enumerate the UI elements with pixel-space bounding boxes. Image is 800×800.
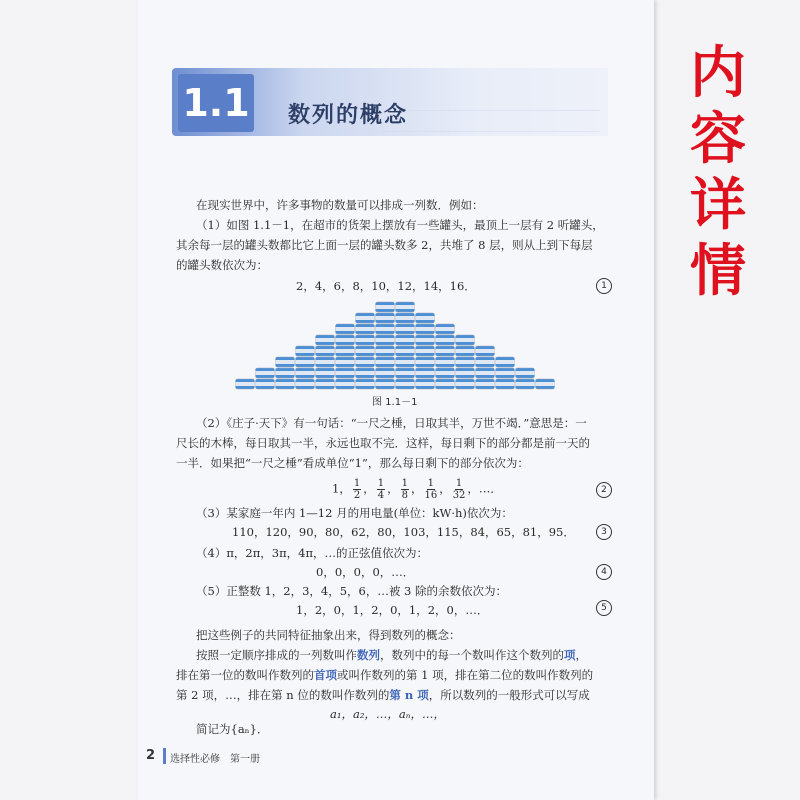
fraction-3	[401, 478, 409, 501]
frac-den: 2	[353, 490, 361, 501]
can	[356, 335, 375, 345]
can	[476, 379, 495, 389]
frac-num: 1	[377, 478, 385, 489]
can	[456, 357, 475, 367]
can	[476, 368, 495, 378]
keyword-nth-term: 第 n 项	[389, 688, 429, 702]
figure-caption: 图 1.1－1	[372, 397, 418, 408]
can	[416, 346, 435, 356]
can	[356, 357, 375, 367]
frac-num: 1	[353, 478, 361, 489]
can	[396, 324, 415, 334]
can	[396, 379, 415, 389]
page-number: 2	[146, 748, 156, 763]
example5-sequence: 1，2，0，1，2，0，1，2，0，…．	[296, 603, 489, 617]
example1-line1: （1）如图 1.1－1，在超市的货架上摆放有一些罐头，最顶上一层有 2 听罐头，	[196, 218, 604, 232]
can	[336, 379, 355, 389]
can	[356, 346, 375, 356]
example1-line2: 其余每一层的罐头数都比它上面一层的罐头数多 2，共堆了 8 层，则从上到下每层	[176, 238, 593, 252]
can	[236, 379, 255, 389]
concept-text: 第 2 项，…，排在第 n 位的数叫作数列的	[176, 688, 390, 702]
can	[336, 357, 355, 367]
example2-first-term: 1，	[332, 481, 351, 496]
header-decoration	[380, 110, 600, 132]
example2-sequence: 1， $\frac{1}{2}$ ， $\frac{1}{4}$ ， $\frac{1}{8}$ ， $\frac{1}{16}$ ， $\frac{1}{32}$ ，…．	[332, 478, 502, 501]
example2-line3: 一半．如果把“一尺之棰”看成单位“1”，那么每日剩下的部分依次为：	[176, 456, 529, 470]
general-form: a₁，a₂，…，aₙ，…，	[330, 707, 445, 721]
can	[256, 368, 275, 378]
can	[296, 368, 315, 378]
book-name: 选择性必修 第一册	[170, 754, 260, 765]
can	[376, 335, 395, 345]
can	[456, 335, 475, 345]
example2-tail: …．	[478, 481, 502, 496]
concept-line1: 把这些例子的共同特征抽象出来，得到数列的概念：	[196, 628, 461, 642]
can	[316, 368, 335, 378]
example2-line2: 尺长的木棒，每日取其一半，永远也取不完．这样，每日剩下的部分都是前一天的	[176, 436, 590, 450]
concept-line2	[196, 646, 587, 664]
section-number: 1.1	[178, 74, 254, 132]
can	[436, 379, 455, 389]
equation-marker-4: 4	[596, 564, 612, 580]
concept-text: 按照一定顺序排成的一列数叫作	[196, 648, 357, 662]
can	[316, 346, 335, 356]
can	[356, 379, 375, 389]
can	[476, 346, 495, 356]
frac-den: 8	[401, 490, 408, 501]
can-pyramid-figure	[220, 300, 570, 392]
fraction-1	[353, 478, 361, 501]
footer-divider	[163, 748, 166, 764]
can	[496, 357, 515, 367]
equation-marker-5: 5	[596, 600, 612, 616]
can	[296, 357, 315, 367]
can	[376, 368, 395, 378]
can	[316, 357, 335, 367]
can	[336, 335, 355, 345]
can	[396, 357, 415, 367]
example1-sequence: 2，4，6，8，10，12，14，16．	[296, 279, 476, 293]
concept-text: ，所以数列的一般形式可以写成	[428, 688, 590, 702]
can	[416, 313, 435, 323]
example4-line1: （4）π，2π，3π，4π，…的正弦值依次为：	[196, 546, 428, 560]
can	[476, 357, 495, 367]
example2-line1: （2）《庄子·天下》有一句话：“一尺之棰，日取其半，万世不竭．”意思是：一	[196, 416, 587, 430]
can	[356, 368, 375, 378]
frac-num: 1	[455, 478, 463, 489]
fraction-5	[453, 478, 466, 501]
fraction-2	[377, 478, 385, 501]
can	[416, 335, 435, 345]
can	[316, 379, 335, 389]
can	[276, 379, 295, 389]
can	[416, 368, 435, 378]
can	[436, 335, 455, 345]
example3-sequence: 110，120，90，80，62，80，103，115，84，65，81，95．	[232, 525, 575, 539]
can	[396, 346, 415, 356]
example1-line3: 的罐头数依次为：	[176, 258, 268, 272]
frac-num: 1	[427, 478, 434, 489]
can	[296, 346, 315, 356]
example5-line1: （5）正整数 1，2，3，4，5，6，…被 3 除的余数依次为：	[196, 584, 507, 598]
can	[376, 302, 395, 312]
can	[516, 379, 535, 389]
can	[436, 357, 455, 367]
concept-line4	[176, 686, 590, 704]
can	[436, 324, 455, 334]
can	[396, 368, 415, 378]
intro-text: 在现实世界中，许多事物的数量可以排成一列数．例如：	[196, 198, 484, 212]
can	[436, 368, 455, 378]
short-notation: 简记为{aₙ}．	[196, 722, 269, 736]
can	[456, 368, 475, 378]
frac-den: 32	[452, 490, 466, 501]
can	[376, 313, 395, 323]
can	[316, 335, 335, 345]
can	[396, 302, 415, 312]
can	[396, 335, 415, 345]
can	[276, 368, 295, 378]
stamp-char-4: 情	[690, 238, 746, 304]
frac-num: 1	[401, 478, 408, 489]
can	[356, 313, 375, 323]
concept-text: 排在第一位的数叫作数列的	[176, 668, 314, 682]
can	[336, 368, 355, 378]
can	[496, 368, 515, 378]
can	[456, 379, 475, 389]
can	[336, 324, 355, 334]
equation-marker-1: 1	[596, 278, 612, 294]
can	[436, 346, 455, 356]
can	[396, 313, 415, 323]
can	[336, 346, 355, 356]
can	[376, 379, 395, 389]
can	[376, 357, 395, 367]
keyword-sequence: 数列	[357, 648, 380, 662]
frac-den: 16	[424, 490, 438, 501]
section-title: 数列的概念	[288, 103, 409, 128]
can	[536, 379, 555, 389]
stamp-char-2: 容	[690, 106, 746, 172]
keyword-term: 项	[564, 648, 576, 662]
can	[516, 368, 535, 378]
can	[416, 357, 435, 367]
example4-sequence: 0，0，0，0，…．	[316, 565, 415, 579]
can	[276, 357, 295, 367]
can	[256, 379, 275, 389]
concept-text: ，	[575, 648, 587, 662]
concept-text: 或叫作数列的第 1 项，排在第二位的数叫作数列的	[337, 668, 594, 682]
can	[356, 324, 375, 334]
concept-line3	[176, 666, 593, 684]
equation-marker-2: 2	[596, 482, 612, 498]
can	[416, 379, 435, 389]
stamp-char-3: 详	[690, 172, 746, 238]
can	[296, 379, 315, 389]
can	[376, 324, 395, 334]
frac-den: 4	[377, 490, 385, 501]
red-stamp-text	[668, 40, 768, 304]
can	[496, 379, 515, 389]
can	[376, 346, 395, 356]
equation-marker-3: 3	[596, 524, 612, 540]
stamp-char-1: 内	[690, 40, 746, 106]
can	[416, 324, 435, 334]
keyword-first-term: 首项	[314, 668, 337, 682]
concept-text: ，数列中的每一个数叫作这个数列的	[380, 648, 564, 662]
fraction-4	[424, 478, 437, 501]
can	[456, 346, 475, 356]
example3-line1: （3）某家庭一年内 1—12 月的用电量(单位：kW·h)依次为：	[196, 506, 513, 520]
